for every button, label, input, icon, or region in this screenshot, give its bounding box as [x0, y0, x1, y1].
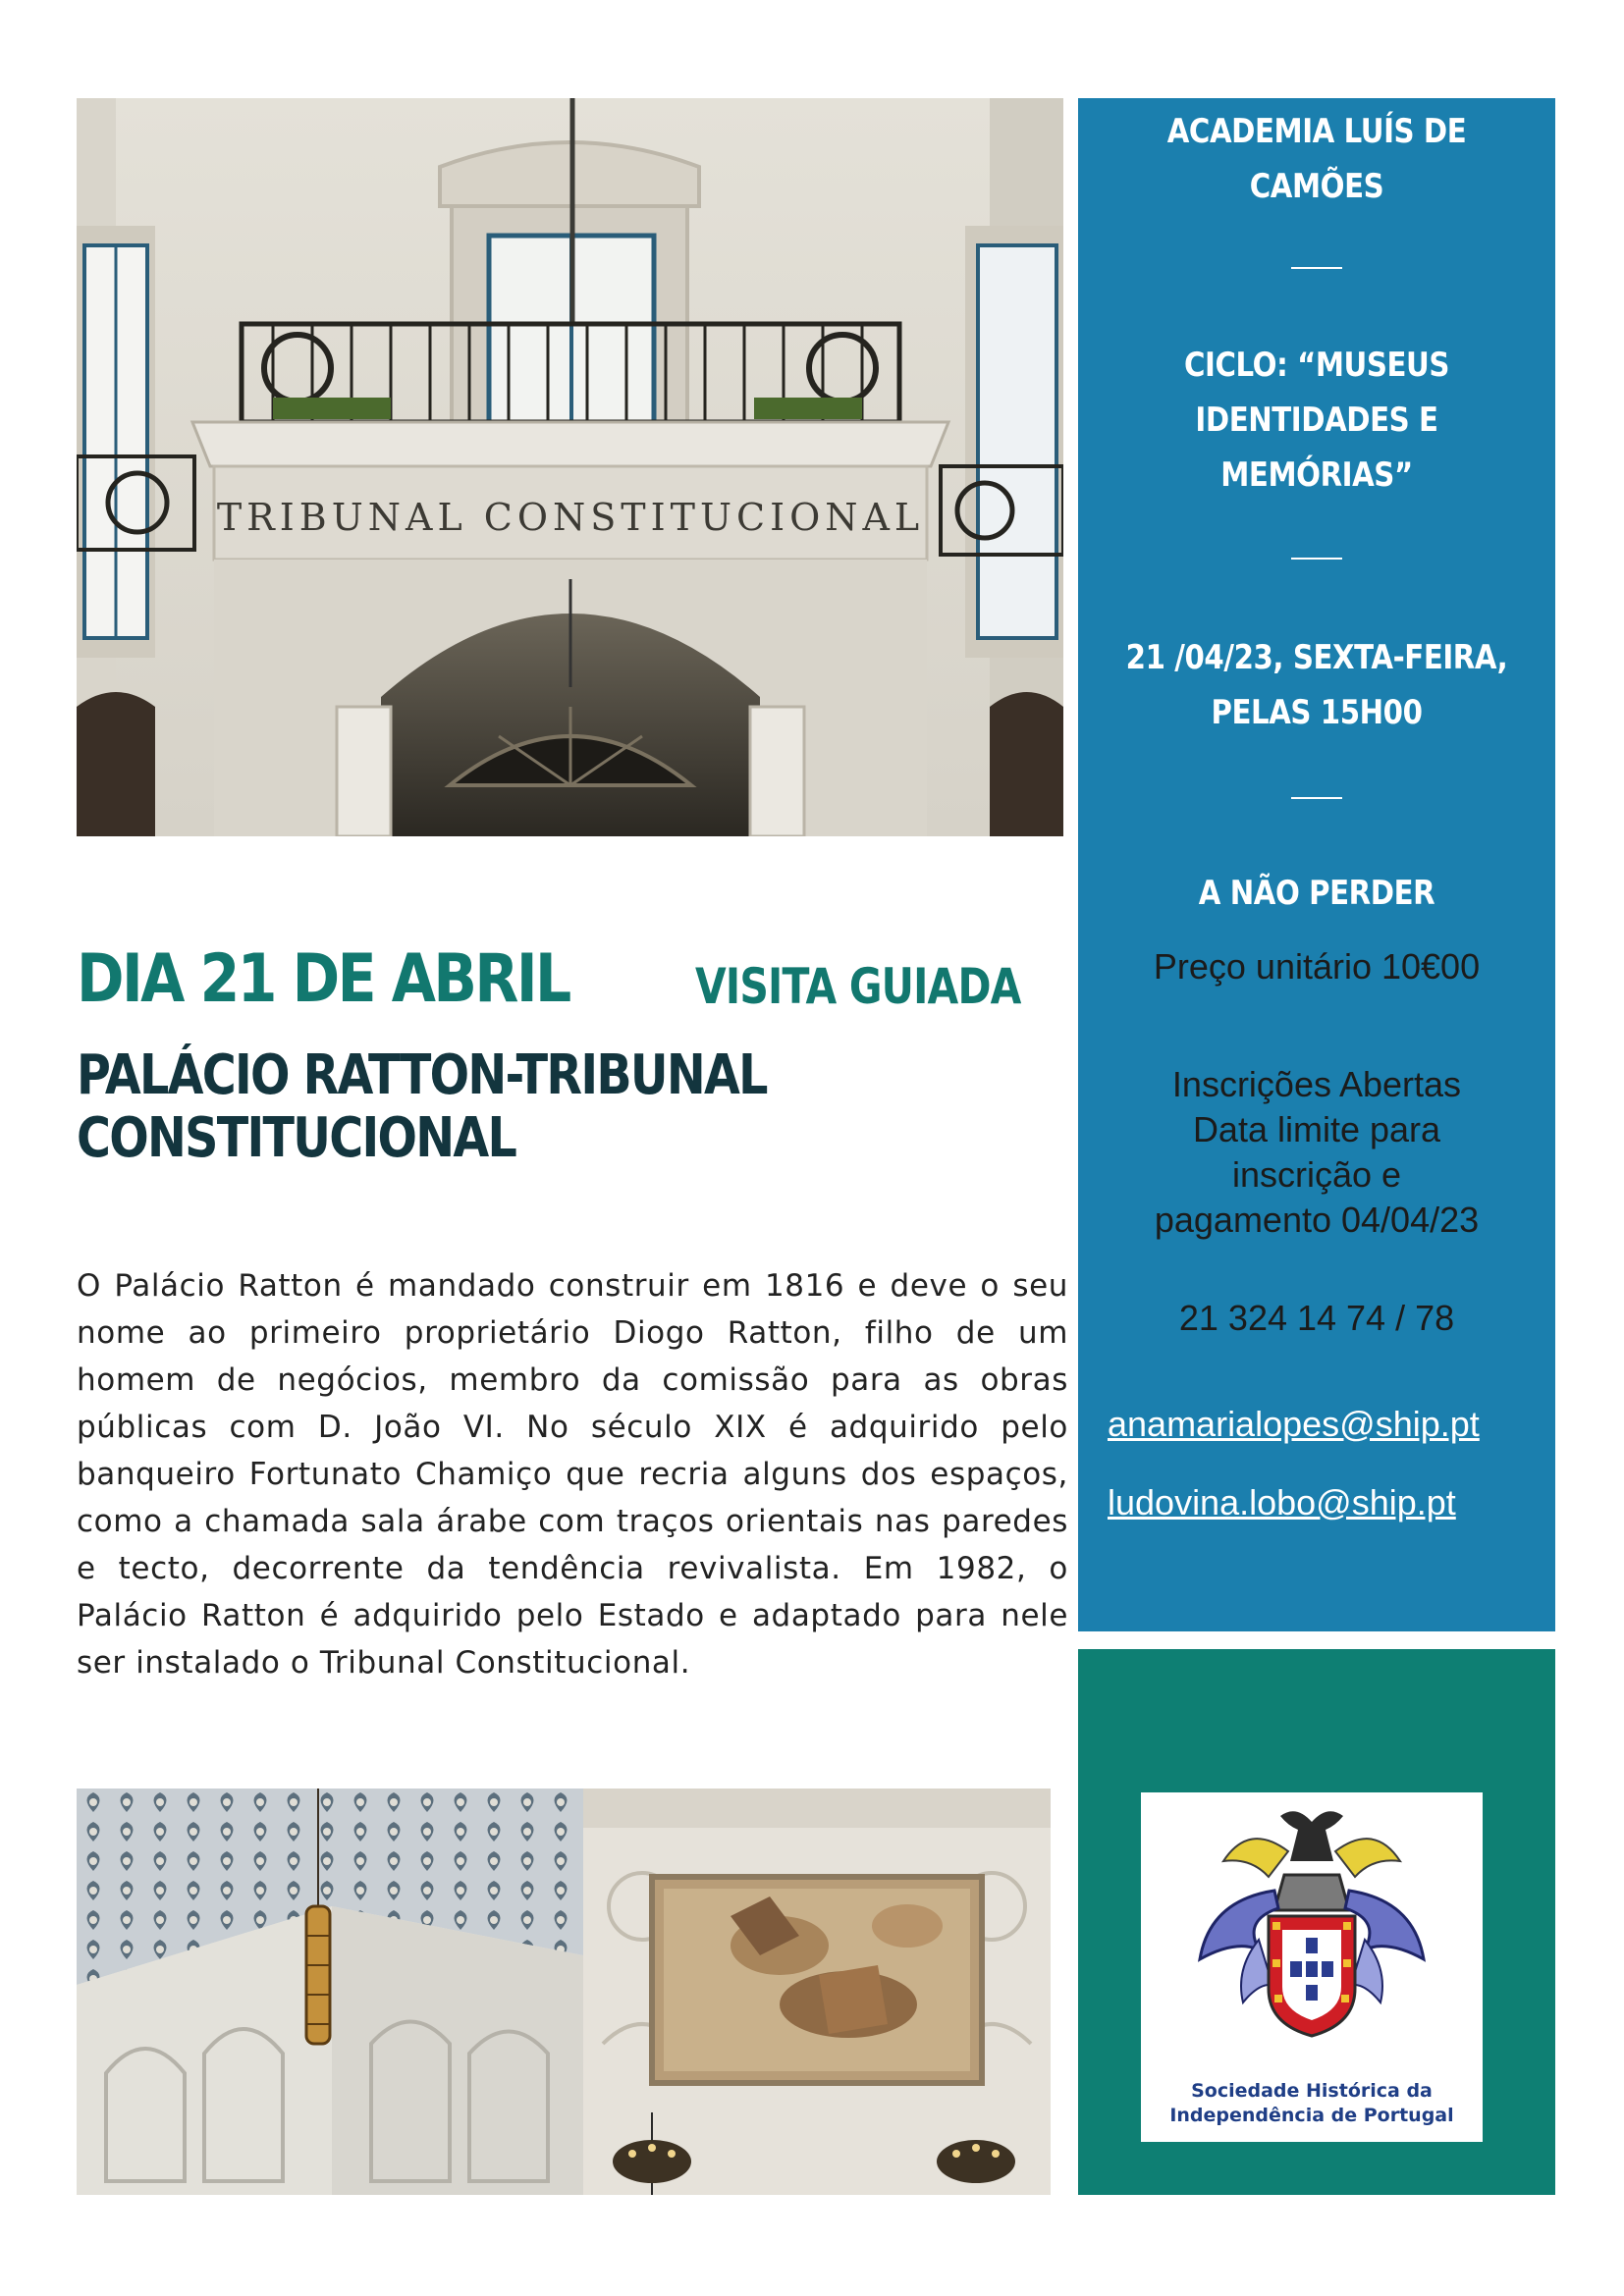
facade-sign: TRIBUNAL CONSTITUCIONAL	[216, 496, 925, 539]
facade-photo	[77, 98, 1063, 836]
registration-line4: pagamento 04/04/23	[1154, 1200, 1480, 1240]
event-when	[1111, 630, 1522, 740]
email-link-ludovina[interactable]: ludovina.lobo@ship.pt	[1108, 1482, 1456, 1522]
when-line1: 21 /04/23, SEXTA-FEIRA,	[1125, 638, 1508, 677]
cycle-line3: MEMÓRIAS”	[1220, 455, 1413, 495]
highlight-text: A NÃO PERDER	[1198, 874, 1435, 913]
cycle-line2: IDENTIDADES E	[1195, 400, 1438, 440]
venue-heading-line1: PALÁCIO RATTON-TRIBUNAL	[77, 1043, 767, 1107]
divider	[1291, 558, 1342, 560]
registration-line2: Data limite para	[1192, 1109, 1441, 1149]
logo-caption-line1: Sociedade Histórica da	[1191, 2080, 1433, 2102]
organizer-name	[1111, 104, 1522, 214]
venue-heading	[77, 1044, 911, 1170]
logo-caption-line2: Independência de Portugal	[1169, 2105, 1454, 2126]
society-logo	[1141, 1792, 1483, 2142]
cycle-line1: CICLO: “MUSEUS	[1183, 346, 1449, 385]
description-paragraph: O Palácio Ratton é mandado construir em 1816 e deve o seu nome ao primeiro proprietário Diogo Ratton, filho de um homem de negócios, membro da comissão para as obras públicas com D. João VI. No século XIX é adquirido pelo banqueiro Fortunato Chamiço que recria alguns dos espaços, como a chamada sala árabe com traços orientais nas paredes e tecto, decorrente da tendência revivalista. Em 1982, o Palácio Ratton é adquirido pelo Estado e adaptado para nele ser instalado o Tribunal Constitucional.	[77, 1268, 1068, 1681]
phone-number: 21 324 14 74 / 78	[1178, 1298, 1455, 1338]
registration-line1: Inscrições Abertas	[1171, 1064, 1462, 1104]
organizer-line1: ACADEMIA LUÍS DE	[1166, 112, 1467, 151]
price-text: Preço unitário 10€00	[1153, 946, 1481, 987]
visit-type-heading: VISITA GUIADA	[695, 958, 1021, 1015]
logo-caption	[1141, 2079, 1483, 2128]
event-info-panel	[1078, 98, 1555, 1631]
logo-panel	[1078, 1649, 1555, 2195]
coat-of-arms-icon	[1141, 1792, 1483, 2087]
email-link-ana[interactable]: anamarialopes@ship.pt	[1108, 1404, 1480, 1444]
divider	[1291, 797, 1342, 799]
registration-line3: inscrição e	[1231, 1154, 1402, 1195]
cycle-title	[1111, 338, 1522, 503]
organizer-line2: CAMÕES	[1249, 167, 1384, 206]
event-date-heading: DIA 21 DE ABRIL	[77, 940, 569, 1018]
arab-room-photo	[77, 1789, 583, 2195]
painted-ceiling-photo	[583, 1789, 1051, 2195]
divider	[1291, 267, 1342, 269]
venue-heading-line2: CONSTITUCIONAL	[77, 1106, 516, 1170]
when-line2: PELAS 15H00	[1211, 693, 1423, 732]
registration-info	[1078, 1062, 1555, 1243]
